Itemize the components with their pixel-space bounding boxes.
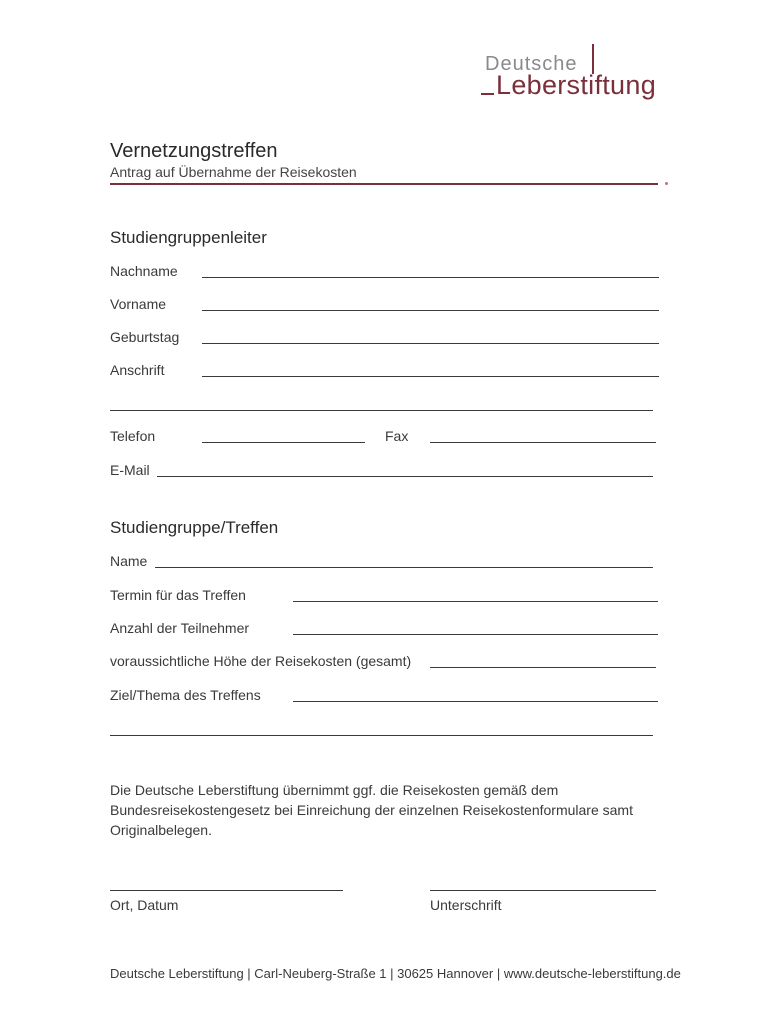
- label-nachname: Nachname: [110, 263, 178, 279]
- field-anschrift-2[interactable]: [110, 410, 653, 411]
- field-name[interactable]: [155, 567, 653, 568]
- label-ziel: Ziel/Thema des Treffens: [110, 687, 261, 703]
- label-geburtstag: Geburtstag: [110, 329, 180, 345]
- label-anschrift: Anschrift: [110, 362, 165, 378]
- field-ziel-2[interactable]: [110, 735, 653, 736]
- label-vorname: Vorname: [110, 296, 167, 312]
- field-fax[interactable]: [430, 442, 656, 443]
- label-email: E-Mail: [110, 462, 150, 478]
- logo-dash: [481, 93, 494, 95]
- page-title: Vernetzungstreffen: [110, 140, 278, 162]
- field-email[interactable]: [157, 476, 653, 477]
- label-name: Name: [110, 553, 148, 569]
- label-unterschrift: Unterschrift: [430, 897, 502, 913]
- field-telefon[interactable]: [202, 442, 365, 443]
- page-subtitle: Antrag auf Übernahme der Reisekosten: [110, 164, 357, 180]
- field-kosten[interactable]: [430, 667, 656, 668]
- field-ort-datum[interactable]: [110, 890, 343, 891]
- info-paragraph: Die Deutsche Leberstiftung übernimmt ggf. die Reisekosten gemäß dem Bundesreisekostengesetz bei Einreichung der einzelnen Reisekostenformulare samt Originalbelegen.: [110, 782, 633, 838]
- footer-address: Deutsche Leberstiftung | Carl-Neuberg-Straße 1 | 30625 Hannover | www.deutsche-leberstiftung.de: [110, 966, 681, 981]
- field-nachname[interactable]: [202, 277, 659, 278]
- field-anzahl[interactable]: [293, 634, 658, 635]
- title-dot: [665, 182, 668, 185]
- section-heading-leader: Studiengruppenleiter: [110, 228, 267, 247]
- logo-deutsche: Deutsche: [485, 53, 578, 75]
- logo-leberstiftung: Leberstiftung: [496, 70, 657, 100]
- label-termin: Termin für das Treffen: [110, 587, 246, 603]
- field-termin[interactable]: [293, 601, 658, 602]
- label-telefon: Telefon: [110, 428, 156, 444]
- section-heading-group: Studiengruppe/Treffen: [110, 518, 279, 537]
- field-anschrift-1[interactable]: [202, 376, 659, 377]
- field-ziel-1[interactable]: [293, 701, 658, 702]
- label-fax: Fax: [385, 428, 409, 444]
- field-unterschrift[interactable]: [430, 890, 656, 891]
- field-geburtstag[interactable]: [202, 343, 659, 344]
- title-divider: [110, 183, 658, 185]
- label-anzahl: Anzahl der Teilnehmer: [110, 620, 250, 636]
- field-vorname[interactable]: [202, 310, 659, 311]
- label-kosten: voraussichtliche Höhe der Reisekosten (gesamt): [110, 653, 412, 669]
- label-ort-datum: Ort, Datum: [110, 897, 179, 913]
